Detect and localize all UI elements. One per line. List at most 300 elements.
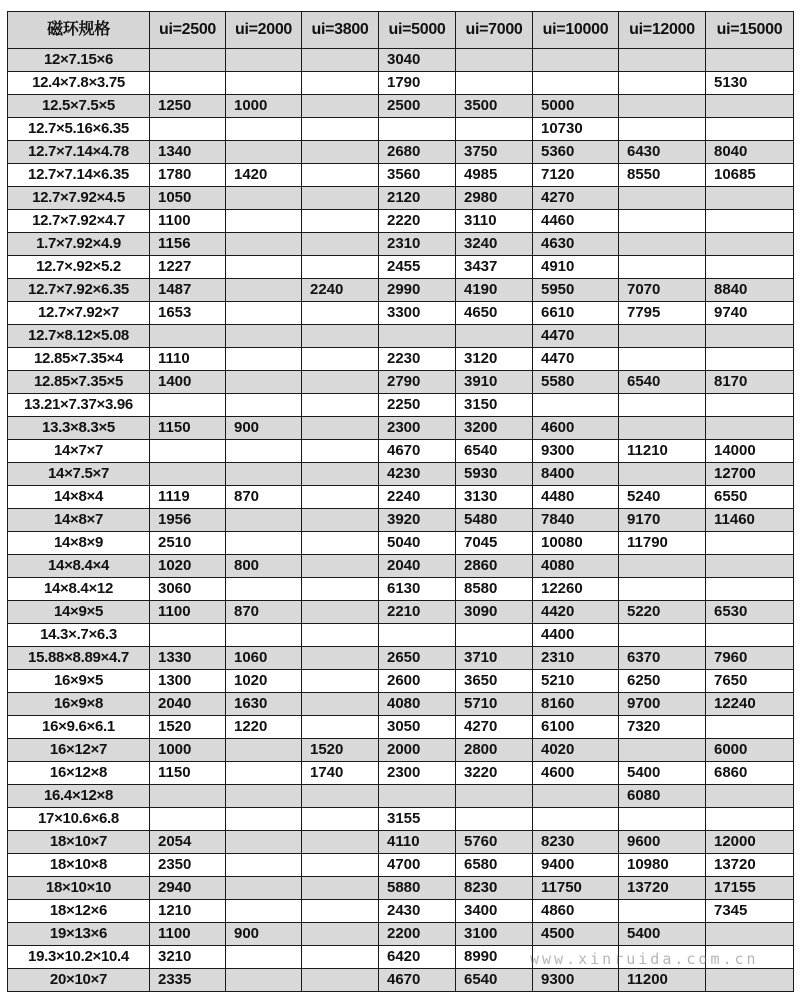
spec-cell: 13.3×8.3×5: [8, 417, 150, 440]
value-cell: 3110: [456, 210, 533, 233]
spec-cell: 14×8.4×4: [8, 555, 150, 578]
value-cell: [619, 210, 706, 233]
value-cell: [619, 187, 706, 210]
value-cell: [706, 946, 794, 969]
table-row: [8, 187, 794, 210]
value-cell: 5930: [456, 463, 533, 486]
value-cell: 2310: [379, 233, 456, 256]
value-cell: [619, 946, 706, 969]
value-cell: [302, 463, 379, 486]
value-cell: 3130: [456, 486, 533, 509]
value-cell: [226, 624, 302, 647]
value-cell: [302, 118, 379, 141]
value-cell: [150, 325, 226, 348]
value-cell: 2430: [379, 900, 456, 923]
value-cell: 5210: [533, 670, 619, 693]
value-cell: 1050: [150, 187, 226, 210]
value-cell: [302, 95, 379, 118]
value-cell: [619, 49, 706, 72]
value-cell: 13720: [706, 854, 794, 877]
table-row: [8, 95, 794, 118]
header-ui-column: ui=7000: [456, 12, 533, 49]
table-row: [8, 693, 794, 716]
value-cell: [619, 394, 706, 417]
spec-cell: 13.21×7.37×3.96: [8, 394, 150, 417]
value-cell: [226, 187, 302, 210]
value-cell: 6540: [456, 440, 533, 463]
value-cell: 3650: [456, 670, 533, 693]
table-row: [8, 647, 794, 670]
value-cell: 2310: [533, 647, 619, 670]
value-cell: 4080: [379, 693, 456, 716]
value-cell: 3220: [456, 762, 533, 785]
value-cell: [226, 831, 302, 854]
value-cell: [456, 808, 533, 831]
value-cell: [619, 325, 706, 348]
value-cell: [619, 808, 706, 831]
header-ui-column: ui=5000: [379, 12, 456, 49]
value-cell: 4270: [533, 187, 619, 210]
value-cell: 11790: [619, 532, 706, 555]
spec-cell: 12.7×7.92×6.35: [8, 279, 150, 302]
value-cell: [619, 900, 706, 923]
value-cell: [302, 854, 379, 877]
spec-cell: 12.85×7.35×4: [8, 348, 150, 371]
value-cell: [150, 463, 226, 486]
value-cell: [619, 739, 706, 762]
value-cell: [302, 233, 379, 256]
value-cell: 2300: [379, 417, 456, 440]
spec-cell: 16×9×5: [8, 670, 150, 693]
table-row: [8, 302, 794, 325]
value-cell: 5130: [706, 72, 794, 95]
value-cell: [619, 118, 706, 141]
value-cell: 4420: [533, 601, 619, 624]
value-cell: 2980: [456, 187, 533, 210]
value-cell: 4110: [379, 831, 456, 854]
value-cell: [302, 877, 379, 900]
value-cell: [706, 233, 794, 256]
spec-cell: 16×12×8: [8, 762, 150, 785]
value-cell: [226, 49, 302, 72]
value-cell: 8840: [706, 279, 794, 302]
value-cell: 4500: [533, 923, 619, 946]
value-cell: [619, 624, 706, 647]
value-cell: [226, 854, 302, 877]
value-cell: 4020: [533, 739, 619, 762]
table-row: [8, 49, 794, 72]
value-cell: [302, 417, 379, 440]
value-cell: [226, 946, 302, 969]
value-cell: 6370: [619, 647, 706, 670]
spec-cell: 14×7.5×7: [8, 463, 150, 486]
value-cell: 7840: [533, 509, 619, 532]
value-cell: 3437: [456, 256, 533, 279]
value-cell: 1520: [150, 716, 226, 739]
value-cell: 2500: [379, 95, 456, 118]
value-cell: 8040: [706, 141, 794, 164]
value-cell: 4630: [533, 233, 619, 256]
spec-cell: 15.88×8.89×4.7: [8, 647, 150, 670]
value-cell: 17155: [706, 877, 794, 900]
spec-cell: 12.7×8.12×5.08: [8, 325, 150, 348]
value-cell: [150, 624, 226, 647]
spec-cell: 14×8×9: [8, 532, 150, 555]
spec-cell: 17×10.6×6.8: [8, 808, 150, 831]
value-cell: 2940: [150, 877, 226, 900]
spec-cell: 12.85×7.35×5: [8, 371, 150, 394]
value-cell: 6580: [456, 854, 533, 877]
value-cell: 5000: [533, 95, 619, 118]
value-cell: [456, 624, 533, 647]
value-cell: 3300: [379, 302, 456, 325]
value-cell: 2990: [379, 279, 456, 302]
value-cell: [619, 348, 706, 371]
value-cell: 4270: [456, 716, 533, 739]
value-cell: 1000: [226, 95, 302, 118]
value-cell: 1740: [302, 762, 379, 785]
value-cell: [302, 532, 379, 555]
value-cell: 7120: [533, 164, 619, 187]
value-cell: [706, 49, 794, 72]
value-cell: 1000: [150, 739, 226, 762]
value-cell: 3710: [456, 647, 533, 670]
value-cell: 10730: [533, 118, 619, 141]
value-cell: [302, 440, 379, 463]
value-cell: 8230: [456, 877, 533, 900]
value-cell: [619, 233, 706, 256]
spec-cell: 12.5×7.5×5: [8, 95, 150, 118]
value-cell: 6530: [706, 601, 794, 624]
value-cell: 1100: [150, 210, 226, 233]
value-cell: 2600: [379, 670, 456, 693]
value-cell: [619, 463, 706, 486]
value-cell: 3155: [379, 808, 456, 831]
value-cell: [456, 118, 533, 141]
value-cell: 2510: [150, 532, 226, 555]
value-cell: 5240: [619, 486, 706, 509]
header-ui-column: ui=12000: [619, 12, 706, 49]
spec-cell: 18×12×6: [8, 900, 150, 923]
value-cell: 2680: [379, 141, 456, 164]
value-cell: 2350: [150, 854, 226, 877]
value-cell: 4700: [379, 854, 456, 877]
value-cell: [302, 394, 379, 417]
value-cell: 6610: [533, 302, 619, 325]
value-cell: 4600: [533, 762, 619, 785]
value-cell: 4985: [456, 164, 533, 187]
value-cell: 8550: [619, 164, 706, 187]
value-cell: 1100: [150, 601, 226, 624]
table-row: [8, 670, 794, 693]
header-spec: 磁环规格: [8, 12, 150, 49]
value-cell: [226, 72, 302, 95]
value-cell: [706, 187, 794, 210]
value-cell: 12000: [706, 831, 794, 854]
value-cell: [150, 394, 226, 417]
value-cell: [226, 969, 302, 992]
value-cell: 2230: [379, 348, 456, 371]
value-cell: 1330: [150, 647, 226, 670]
spec-cell: 18×10×7: [8, 831, 150, 854]
header-ui-column: ui=2000: [226, 12, 302, 49]
value-cell: [150, 785, 226, 808]
spec-cell: 14×9×5: [8, 601, 150, 624]
value-cell: 5040: [379, 532, 456, 555]
value-cell: [226, 785, 302, 808]
value-cell: [619, 578, 706, 601]
table-header: [8, 12, 794, 49]
value-cell: [706, 394, 794, 417]
value-cell: 2210: [379, 601, 456, 624]
value-cell: 1110: [150, 348, 226, 371]
table-row: [8, 440, 794, 463]
value-cell: [302, 624, 379, 647]
table-row: [8, 601, 794, 624]
value-cell: 2200: [379, 923, 456, 946]
value-cell: 3060: [150, 578, 226, 601]
value-cell: 4650: [456, 302, 533, 325]
value-cell: [302, 601, 379, 624]
value-cell: 1300: [150, 670, 226, 693]
value-cell: [456, 49, 533, 72]
table-row: [8, 72, 794, 95]
value-cell: [226, 348, 302, 371]
value-cell: 5480: [456, 509, 533, 532]
value-cell: [226, 877, 302, 900]
value-cell: 8230: [533, 831, 619, 854]
value-cell: [619, 417, 706, 440]
value-cell: 4600: [533, 417, 619, 440]
value-cell: 5400: [619, 762, 706, 785]
value-cell: [302, 302, 379, 325]
value-cell: 1780: [150, 164, 226, 187]
value-cell: 9400: [533, 854, 619, 877]
value-cell: [706, 969, 794, 992]
value-cell: 3050: [379, 716, 456, 739]
value-cell: 10685: [706, 164, 794, 187]
value-cell: [226, 118, 302, 141]
value-cell: [706, 808, 794, 831]
value-cell: 2300: [379, 762, 456, 785]
value-cell: [533, 946, 619, 969]
value-cell: [456, 325, 533, 348]
value-cell: [706, 785, 794, 808]
value-cell: 2040: [379, 555, 456, 578]
value-cell: 4670: [379, 440, 456, 463]
value-cell: [226, 739, 302, 762]
value-cell: [379, 118, 456, 141]
value-cell: [533, 49, 619, 72]
value-cell: 11460: [706, 509, 794, 532]
table-row: [8, 532, 794, 555]
spec-cell: 16×9×8: [8, 693, 150, 716]
table-row: [8, 808, 794, 831]
value-cell: 5580: [533, 371, 619, 394]
value-cell: 8170: [706, 371, 794, 394]
value-cell: [619, 95, 706, 118]
table-row: [8, 854, 794, 877]
value-cell: 11210: [619, 440, 706, 463]
value-cell: [456, 785, 533, 808]
value-cell: [706, 923, 794, 946]
value-cell: 2240: [302, 279, 379, 302]
header-ui-column: ui=3800: [302, 12, 379, 49]
value-cell: [302, 49, 379, 72]
value-cell: 900: [226, 417, 302, 440]
value-cell: 6250: [619, 670, 706, 693]
value-cell: [226, 808, 302, 831]
table-row: [8, 785, 794, 808]
value-cell: 10080: [533, 532, 619, 555]
value-cell: 9170: [619, 509, 706, 532]
table-row: [8, 624, 794, 647]
spec-table-container: [7, 11, 793, 992]
value-cell: 6430: [619, 141, 706, 164]
value-cell: 3150: [456, 394, 533, 417]
table-row: [8, 946, 794, 969]
value-cell: [706, 417, 794, 440]
value-cell: [226, 302, 302, 325]
value-cell: 800: [226, 555, 302, 578]
value-cell: 1487: [150, 279, 226, 302]
value-cell: 1220: [226, 716, 302, 739]
value-cell: 7650: [706, 670, 794, 693]
value-cell: [302, 808, 379, 831]
spec-cell: 18×10×10: [8, 877, 150, 900]
table-row: [8, 279, 794, 302]
table-body: [8, 49, 794, 992]
value-cell: [302, 670, 379, 693]
spec-cell: 16.4×12×8: [8, 785, 150, 808]
value-cell: [302, 578, 379, 601]
value-cell: 3120: [456, 348, 533, 371]
value-cell: [226, 210, 302, 233]
value-cell: [226, 256, 302, 279]
value-cell: 1630: [226, 693, 302, 716]
table-row: [8, 210, 794, 233]
value-cell: [706, 578, 794, 601]
value-cell: [302, 187, 379, 210]
value-cell: [302, 72, 379, 95]
value-cell: 6000: [706, 739, 794, 762]
value-cell: 5760: [456, 831, 533, 854]
value-cell: [706, 210, 794, 233]
value-cell: 7345: [706, 900, 794, 923]
value-cell: 8160: [533, 693, 619, 716]
value-cell: 3910: [456, 371, 533, 394]
table-row: [8, 141, 794, 164]
value-cell: 12240: [706, 693, 794, 716]
value-cell: 2250: [379, 394, 456, 417]
header-ui-column: ui=10000: [533, 12, 619, 49]
table-row: [8, 164, 794, 187]
table-row: [8, 394, 794, 417]
table-row: [8, 877, 794, 900]
value-cell: [302, 831, 379, 854]
value-cell: 3560: [379, 164, 456, 187]
site-watermark: www.xinruida.com.cn: [530, 950, 759, 968]
value-cell: [706, 532, 794, 555]
value-cell: 7960: [706, 647, 794, 670]
spec-cell: 12.7×7.92×4.7: [8, 210, 150, 233]
value-cell: 6540: [619, 371, 706, 394]
value-cell: [302, 371, 379, 394]
value-cell: 3100: [456, 923, 533, 946]
value-cell: 870: [226, 486, 302, 509]
table-row: [8, 831, 794, 854]
value-cell: [226, 440, 302, 463]
value-cell: [226, 762, 302, 785]
value-cell: 1060: [226, 647, 302, 670]
spec-cell: 1.7×7.92×4.9: [8, 233, 150, 256]
value-cell: 6860: [706, 762, 794, 785]
value-cell: 2040: [150, 693, 226, 716]
table-row: [8, 739, 794, 762]
value-cell: 1156: [150, 233, 226, 256]
spec-cell: 12.7×7.14×6.35: [8, 164, 150, 187]
value-cell: 2000: [379, 739, 456, 762]
value-cell: [706, 716, 794, 739]
value-cell: 7795: [619, 302, 706, 325]
value-cell: 3500: [456, 95, 533, 118]
value-cell: [302, 555, 379, 578]
spec-cell: 12.4×7.8×3.75: [8, 72, 150, 95]
table-row: [8, 716, 794, 739]
value-cell: 4230: [379, 463, 456, 486]
table-row: [8, 969, 794, 992]
value-cell: [226, 233, 302, 256]
value-cell: 5950: [533, 279, 619, 302]
value-cell: 2650: [379, 647, 456, 670]
value-cell: 3210: [150, 946, 226, 969]
value-cell: 4460: [533, 210, 619, 233]
value-cell: [150, 118, 226, 141]
value-cell: 8580: [456, 578, 533, 601]
header-ui-column: ui=15000: [706, 12, 794, 49]
value-cell: 1119: [150, 486, 226, 509]
value-cell: [706, 555, 794, 578]
value-cell: [226, 371, 302, 394]
value-cell: [302, 693, 379, 716]
value-cell: 4470: [533, 348, 619, 371]
table-row: [8, 325, 794, 348]
value-cell: 7070: [619, 279, 706, 302]
table-row: [8, 118, 794, 141]
value-cell: 2054: [150, 831, 226, 854]
value-cell: [706, 325, 794, 348]
value-cell: 6420: [379, 946, 456, 969]
value-cell: 3750: [456, 141, 533, 164]
value-cell: 12700: [706, 463, 794, 486]
value-cell: [302, 486, 379, 509]
value-cell: 3400: [456, 900, 533, 923]
spec-cell: 12.7×.92×5.2: [8, 256, 150, 279]
table-row: [8, 348, 794, 371]
spec-cell: 12.7×7.92×4.5: [8, 187, 150, 210]
value-cell: [226, 532, 302, 555]
value-cell: [379, 325, 456, 348]
value-cell: [706, 256, 794, 279]
value-cell: 2790: [379, 371, 456, 394]
spec-cell: 14×8×7: [8, 509, 150, 532]
spec-cell: 14×8×4: [8, 486, 150, 509]
table-row: [8, 578, 794, 601]
value-cell: 4910: [533, 256, 619, 279]
value-cell: 5220: [619, 601, 706, 624]
value-cell: [706, 95, 794, 118]
table-row: [8, 463, 794, 486]
